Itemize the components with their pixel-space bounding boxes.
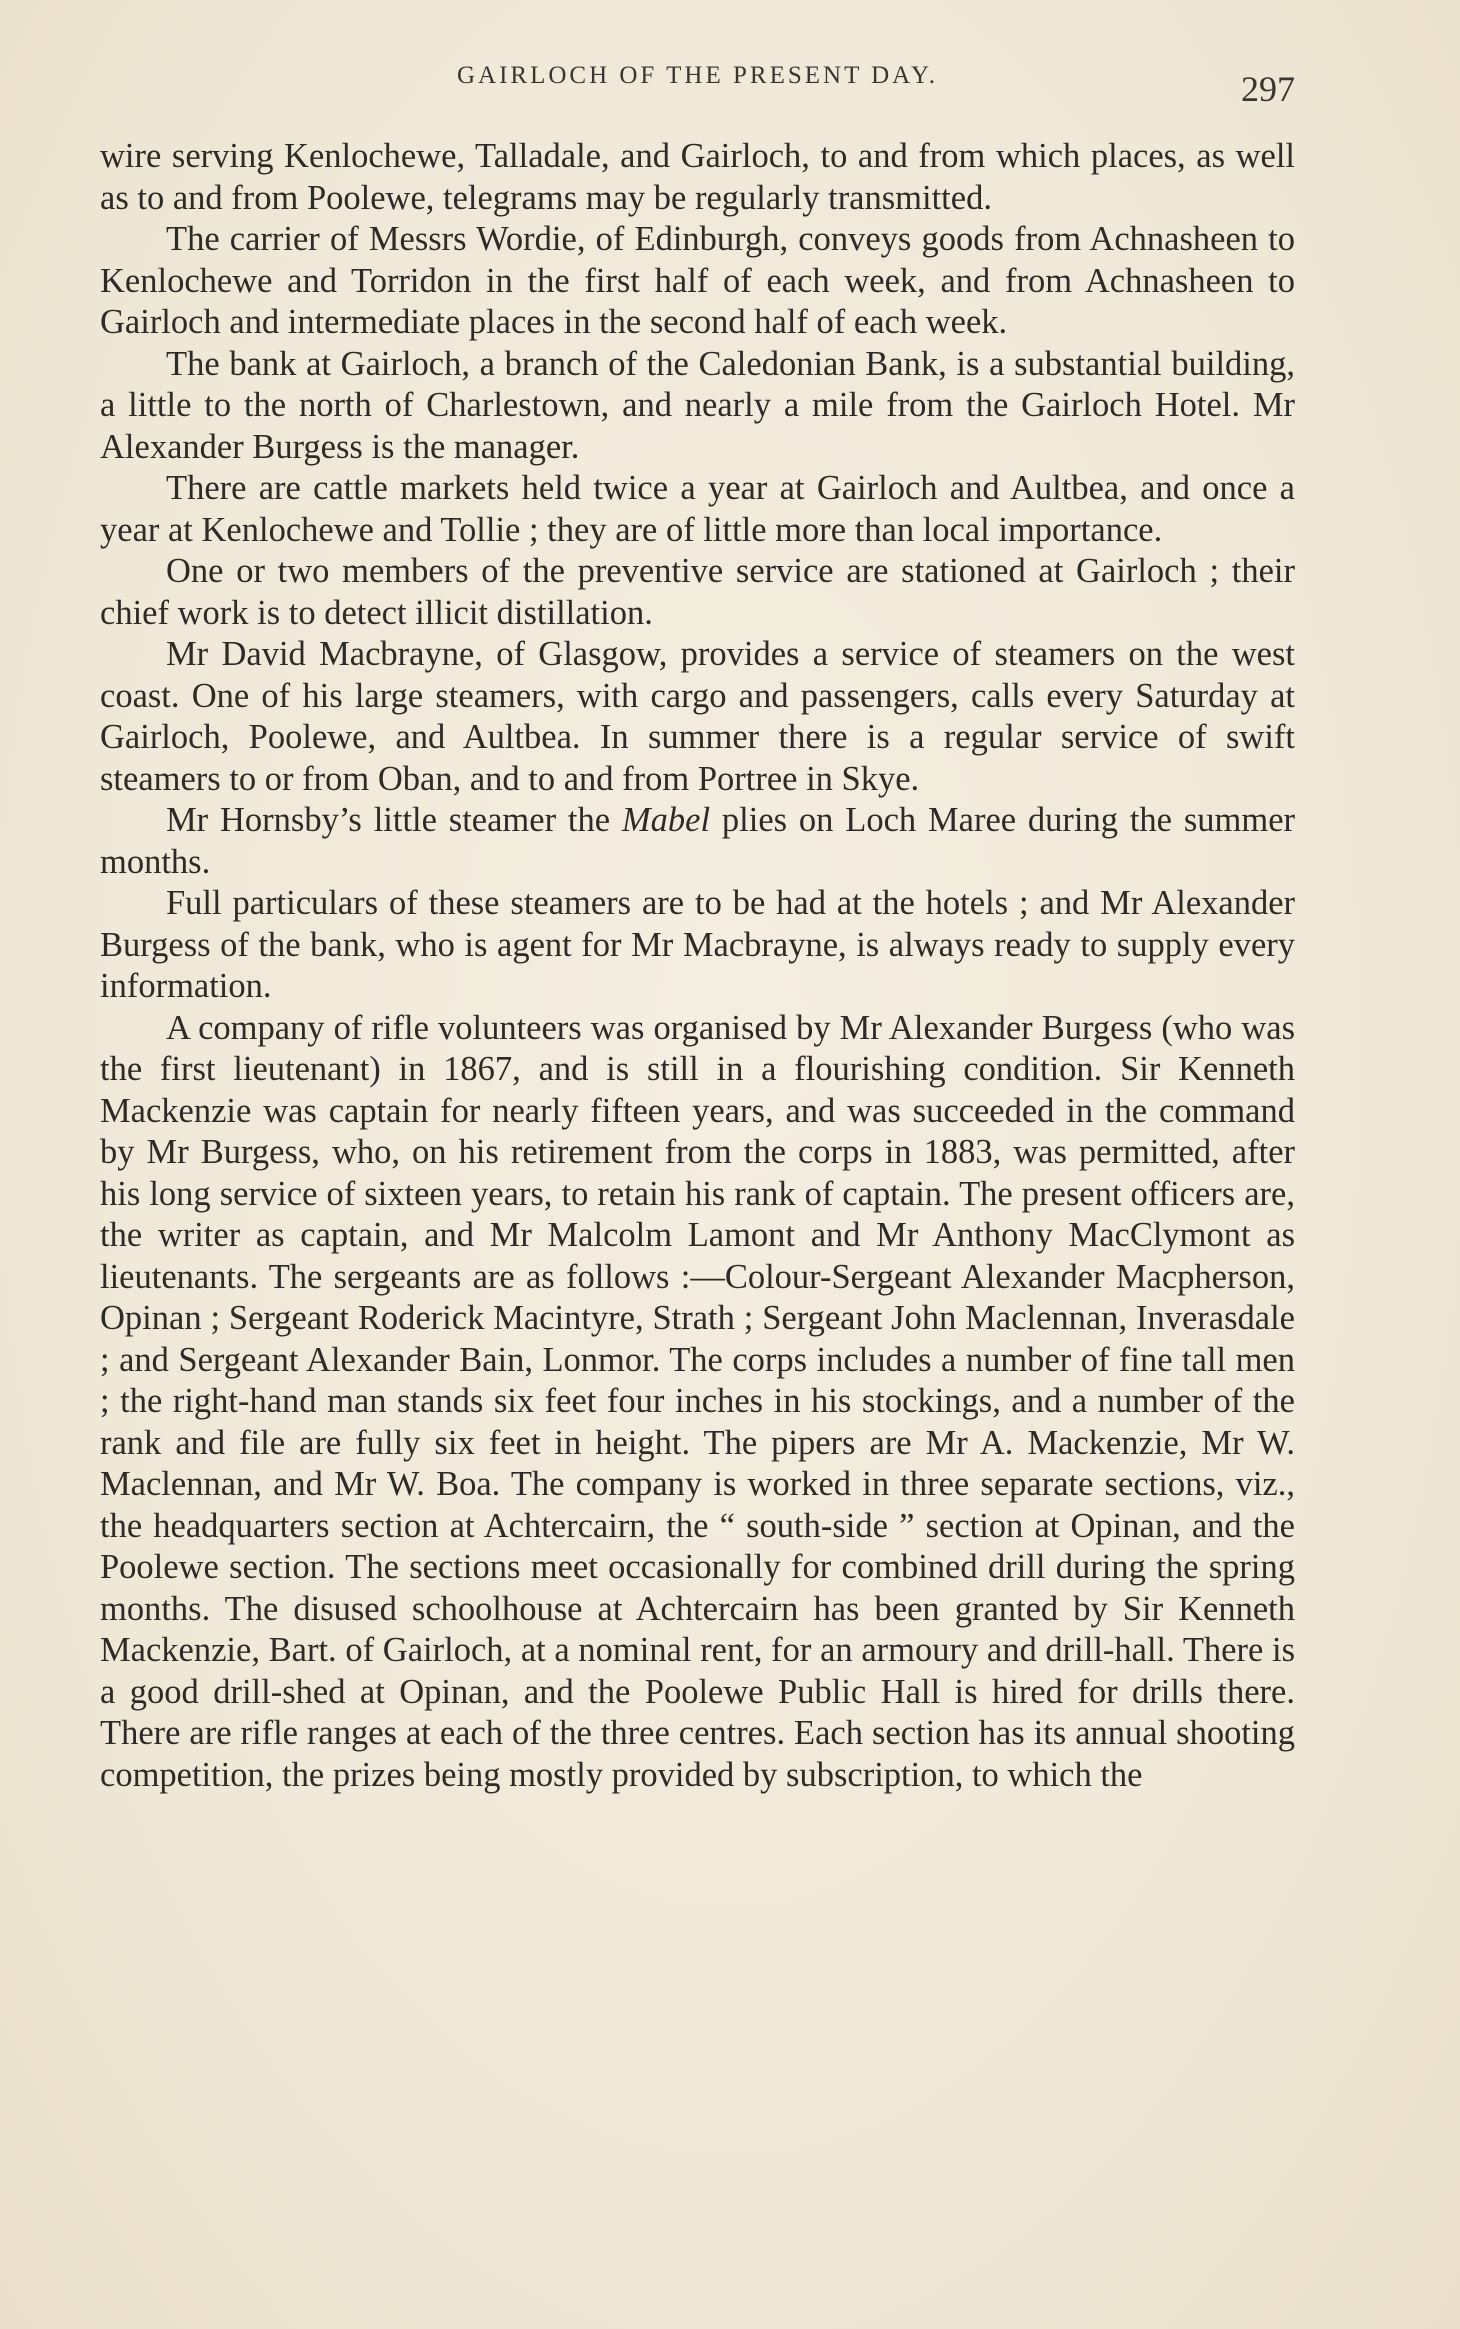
paragraph-mabel [100, 800, 1295, 883]
ship-name-mabel: Mabel [621, 801, 711, 839]
paragraph-telegraph: wire serving Kenlochewe, Talladale, and Gairloch, to and from which places, as well as to and from Poolewe, telegrams may be regularly transmitted. [100, 137, 1295, 217]
mabel-text-after: plies on Loch Maree during the summer months. [100, 801, 1295, 881]
paragraph-bank: The bank at Gairloch, a branch of the Caledonian Bank, is a substantial building, a little to the north of Charlestown, and nearly a mile from the Gairloch Hotel. Mr Alexander Burgess is the manager. [100, 344, 1295, 466]
page-body [100, 136, 1295, 1796]
paragraph-preventive-service: One or two members of the preventive service are stationed at Gairloch ; their chief work is to detect illicit distillation. [100, 552, 1295, 632]
paragraph-cattle-markets: There are cattle markets held twice a year at Gairloch and Aultbea, and once a year at Kenlochewe and Tollie ; they are of little more than local importance. [100, 469, 1295, 549]
running-head: GAIRLOCH OF THE PRESENT DAY. [456, 62, 939, 89]
paragraph-rifle-volunteers: A company of rifle volunteers was organised by Mr Alexander Burgess (who was the first lieutenant) in 1867, and is still in a flourishing condition. Sir Kenneth Mackenzie was captain for nearly fifteen years, and was succeeded in the command by Mr Burgess, who, on his retirement from the corps in 1883, was permitted, after his long service of sixteen years, to retain his rank of captain. The present officers are, the writer as captain, and Mr Malcolm Lamont and Mr Anthony MacClymont as lieutenants. The sergeants are as follows :—Colour-Sergeant Alexander Macpherson, Opinan ; Sergeant Roderick Macintyre, Strath ; Sergeant John Maclennan, Inverasdale ; and Sergeant Alexander Bain, Lonmor. The corps includes a number of fine tall men ; the right-hand man stands six feet four inches in his stockings, and a number of the rank and file are fully six feet in height. The pipers are Mr A. Mackenzie, Mr W. Maclennan, and Mr W. Boa. The company is worked in three separate sections, viz., the headquarters section at Achtercairn, the “ south-side ” section at Opinan, and the Poolewe section. The sections meet occasionally for combined drill during the spring months. The disused schoolhouse at Achtercairn has been granted by Sir Kenneth Mackenzie, Bart. of Gairloch, at a nominal rent, for an armoury and drill-hall. There is a good drill-shed at Opinan, and the Poolewe Public Hall is hired for drills there. There are rifle ranges at each of the three centres. Each section has its annual shooting competition, the prizes being mostly provided by subscription, to which the [100, 1008, 1295, 1794]
paragraph-particulars: Full particulars of these steamers are to be had at the hotels ; and Mr Alexander Burgess of the bank, who is agent for Mr Macbrayne, is always ready to supply every information. [100, 884, 1295, 1005]
page-header [100, 62, 1295, 112]
mabel-text-before: Mr Hornsby’s little steamer the [166, 801, 622, 839]
paragraph-carrier: The carrier of Messrs Wordie, of Edinburgh, conveys goods from Achnasheen to Kenlochewe and Torridon in the first half of each week, and from Achnasheen to Gairloch and intermediate places in the second half of each week. [100, 220, 1295, 341]
paragraph-steamers: Mr David Macbrayne, of Glasgow, provides a service of steamers on the west coast. One of his large steamers, with cargo and passengers, calls every Saturday at Gairloch, Poolewe, and Aultbea. In summer there is a regular service of swift steamers to or from Oban, and to and from Portree in Skye. [100, 635, 1295, 798]
page-number: 297 [1241, 69, 1295, 109]
